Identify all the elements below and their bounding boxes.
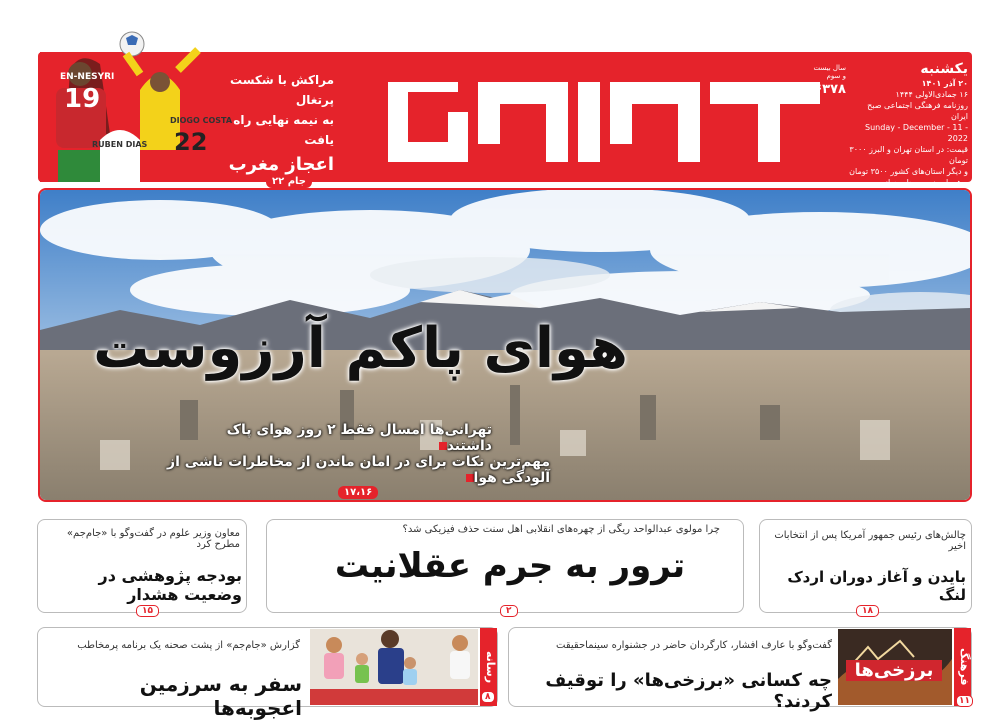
bottom-left-kicker: گزارش «جام‌جم» از پشت صحنه یک برنامه پرمخاطب xyxy=(77,640,300,651)
hero-page-ref[interactable]: ۱۷،۱۶ xyxy=(338,486,378,499)
film-poster-title: برزخی‌ها xyxy=(846,660,942,681)
right-news-kicker: چالش‌های رئیس جمهور آمریکا پس از انتخابات اخیر xyxy=(774,530,966,552)
right-news-page[interactable]: ۱۸ xyxy=(856,605,879,617)
hero-subheading-1-text: تهرانی‌ها امسال فقط ۲ روز هوای پاک داشتند xyxy=(226,422,492,454)
newspaper-logo xyxy=(378,62,838,172)
jersey-name-3: DIOGO COSTA xyxy=(170,116,233,125)
price-line-1: قیمت: در استان تهران و البرز ۳۰۰۰ تومان xyxy=(849,145,968,165)
bullet-icon xyxy=(439,442,447,450)
left-news-title: بودجه پژوهشی در وضعیت هشدار xyxy=(98,566,242,604)
paper-description: روزنامه فرهنگی اجتماعی صبح ایران xyxy=(867,101,968,121)
supplement-note: به‌همراه ضمیمه جام جهانی xyxy=(879,178,968,187)
bottom-left-tag: رسانه xyxy=(480,628,497,706)
bottom-right-kicker: گفت‌وگو با عارف افشار، کارگردان حاضر در جشنواره سینماحقیقت xyxy=(556,640,832,651)
jersey-name-2: RUBEN DIAS xyxy=(92,140,148,149)
bottom-right-title: چه کسانی «برزخی‌ها» را توقیف کردند؟ xyxy=(545,670,832,712)
sport-line-2: به نیمه نهایی راه یافت xyxy=(233,113,334,147)
issue-date-hijri: ۱۶ جمادی‌الاولی ۱۴۴۴ xyxy=(895,90,968,99)
hero-subheading-1[interactable] xyxy=(200,422,492,454)
sport-page-ref[interactable]: جام ۲۲ xyxy=(266,175,312,188)
hero-subheading-2[interactable] xyxy=(150,454,550,486)
bottom-left-title: سفر به سرزمین اعجوبه‌ها xyxy=(139,672,302,720)
kids-photo xyxy=(310,629,478,705)
issue-day: یکشنبه xyxy=(920,61,968,77)
left-news-page[interactable]: ۱۵ xyxy=(136,605,159,617)
sport-title: اعجاز مغرب xyxy=(228,154,334,175)
bottom-right-tag: فرهنگ xyxy=(954,628,971,706)
center-news-title: ترور به جرم عقلانیت xyxy=(334,546,686,586)
hero-headline[interactable]: هوای پاکم آرزوست xyxy=(93,316,628,381)
bottom-left-page[interactable]: ۸ xyxy=(481,691,495,703)
left-news-kicker: معاون وزیر علوم در گفت‌وگو با «جام‌جم» مطرح کرد xyxy=(66,528,240,550)
sport-teaser[interactable] xyxy=(218,70,334,180)
price-line-2: و دیگر استان‌های کشور ۳۵۰۰ تومان xyxy=(849,167,968,176)
hero-subheading-2-text: مهم‌ترین نکات برای در امان ماندن از مخاطرات ناشی از آلودگی هوا xyxy=(167,454,550,486)
sport-line-1: مراکش با شکست پرتغال xyxy=(229,73,334,107)
jersey-name-1: EN-NESYRI xyxy=(60,72,115,82)
issue-number: ۶۳۷۸ xyxy=(814,82,846,97)
issue-date-fa: ۲۰ آذر ۱۴۰۱ xyxy=(921,79,968,88)
bottom-right-page[interactable]: ۱۱ xyxy=(956,695,973,707)
center-news-page[interactable]: ۲ xyxy=(500,605,518,617)
center-news-kicker: چرا مولوی عبدالواحد ریگی از چهره‌های انقلابی اهل سنت حذف فیزیکی شد؟ xyxy=(402,524,720,535)
jersey-number-3: 22 xyxy=(174,128,208,156)
issue-info xyxy=(848,60,968,188)
bullet-icon xyxy=(466,474,474,482)
year-label: سال بیست و سوم xyxy=(813,64,846,80)
jersey-number-1: 19 xyxy=(64,84,101,114)
issue-date-en: Sunday - December - 11 - 2022 xyxy=(865,123,968,143)
right-news-title: بایدن و آغاز دوران اردک لنگ xyxy=(787,568,966,604)
logo-text xyxy=(600,150,601,151)
